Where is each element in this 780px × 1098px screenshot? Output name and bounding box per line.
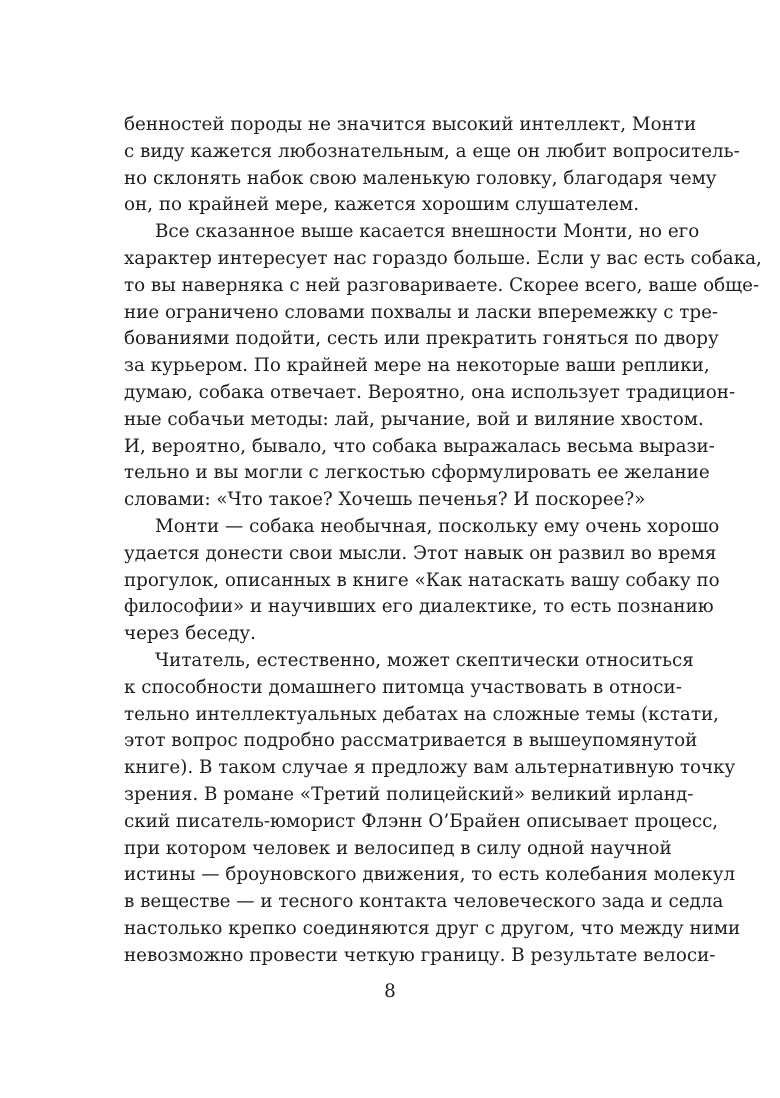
text-line: но склонять набок свою маленькую головку, благодаря чему [124,167,717,189]
text-line: Все сказанное выше касается внешности Монти, но его [155,221,700,243]
text-line: тельно и вы могли с легкостью сформулировать ее желание [124,462,710,484]
text-line: Монти — собака необычная, поскольку ему очень хорошо [155,515,720,537]
text-line: философии» и научивших его диалектике, то есть познанию [124,596,714,618]
paragraph-1 [124,112,740,219]
text-line: истины — броуновского движения, то есть колебания молекул [124,864,736,886]
text-line: прогулок, описанных в книге «Как натаскать вашу собаку по [124,569,720,591]
page-number: 8 [384,981,396,1002]
paragraph-2 [124,219,762,514]
text-line: с виду кажется любознательным, а еще он любит вопроситель- [124,140,740,162]
text-line: бованиями подойти, сесть или прекратить гоняться по двору [124,328,719,350]
text-line: к способности домашнего питомца участвовать в относи- [124,676,682,698]
text-line: думаю, собака отвечает. Вероятно, она использует традицион- [124,381,736,403]
text-line: зрения. В романе «Третий полицейский» великий ирланд- [124,783,694,805]
text-line: при котором человек и велосипед в силу одной научной [124,837,672,859]
text-line: за курьером. По крайней мере на некоторые ваши реплики, [124,355,710,377]
text-line: через беседу. [124,623,256,645]
text-line: тельно интеллектуальных дебатах на сложные темы (кстати, [124,703,719,725]
text-line: характер интересует нас гораздо больше. Если у вас есть собака, [124,247,762,269]
text-line: И, вероятно, бывало, что собака выражалась весьма вырази- [124,435,715,457]
text-line: удается донести свои мысли. Этот навык он развил во время [124,542,717,564]
text-line: в веществе — и тесного контакта человеческого зада и седла [124,891,724,913]
text-line: невозможно провести четкую границу. В результате велоси- [124,944,716,966]
text-line: то вы наверняка с ней разговариваете. Скорее всего, ваше обще- [124,274,760,296]
text-line: настолько крепко соединяются друг с другом, что между ними [124,917,741,939]
paragraph-4 [124,648,741,970]
text-line: бенностей породы не значится высокий интеллект, Монти [124,114,697,135]
text-line: ский писатель-юморист Флэнн О’Брайен описывает процесс, [124,810,719,832]
text-line: он, по крайней мере, кажется хорошим слушателем. [124,194,639,216]
text-line: этот вопрос подробно рассматривается в вышеупомянутой [124,730,698,752]
text-line: Читатель, естественно, может скептически относиться [155,649,694,671]
text-line: словами: «Что такое? Хочешь печенья? И поскорее?» [124,489,646,511]
body-text [124,112,762,970]
text-line: ные собачьи методы: лай, рычание, вой и виляние хвостом. [124,408,704,430]
paragraph-3 [124,514,720,648]
text-line: книге). В таком случае я предложу вам альтернативную точку [124,757,736,779]
text-line: ние ограничено словами похвалы и ласки вперемежку с тре- [124,301,719,323]
